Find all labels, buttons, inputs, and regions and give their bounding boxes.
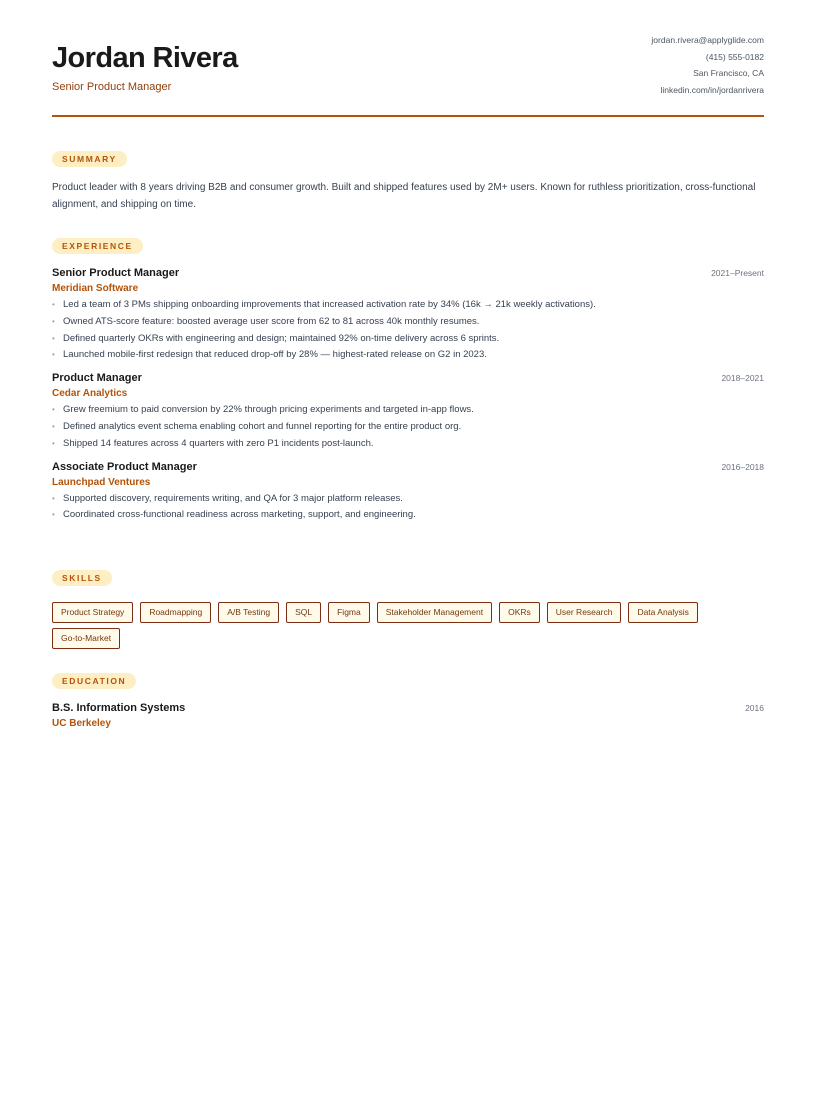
skill-tag: Go-to-Market	[52, 628, 120, 649]
bullet-item: • Defined analytics event schema enabling cohort and funnel reporting for the entire product org.	[52, 419, 764, 436]
job-bullets	[52, 491, 764, 525]
job-title: Associate Product Manager	[52, 460, 197, 473]
school: UC Berkeley	[52, 718, 111, 729]
skill-tag: Roadmapping	[140, 602, 211, 623]
job-entry	[52, 372, 764, 452]
summary-section	[52, 149, 764, 213]
skill-tag: Data Analysis	[628, 602, 698, 623]
job-dates: 2018–2021	[721, 373, 764, 384]
skill-tag: OKRs	[499, 602, 540, 623]
education-section	[52, 671, 764, 729]
job-dates: 2021–Present	[711, 268, 764, 278]
contact-linkedin: linkedin.com/in/jordanrivera	[660, 85, 764, 96]
job-company: Meridian Software	[52, 283, 139, 294]
candidate-name: Jordan Rivera	[52, 42, 238, 74]
bullet-item: • Grew freemium to paid conversion by 22% through pricing experiments and targeted in-app flows.	[52, 402, 764, 419]
experience-section	[52, 236, 764, 524]
job-bullets	[52, 402, 764, 452]
resume-page	[52, 0, 764, 729]
section-heading-education: EDUCATION	[52, 673, 136, 689]
section-heading-experience: EXPERIENCE	[52, 238, 143, 254]
skill-tag: Stakeholder Management	[377, 602, 492, 623]
skill-tag: A/B Testing	[218, 602, 279, 623]
job-title: Senior Product Manager	[52, 267, 180, 279]
bullet-item: • Led a team of 3 PMs shipping onboarding improvements that increased activation rate by 34% (16k → 21k weekly activations).	[52, 297, 764, 314]
section-heading-summary: SUMMARY	[52, 151, 127, 167]
bullet-item: • Coordinated cross-functional readiness across marketing, support, and engineering.	[52, 507, 764, 524]
job-entry	[52, 267, 764, 364]
skill-tag: Figma	[328, 602, 370, 623]
contact-phone: (415) 555-0182	[705, 51, 764, 62]
skill-tag: User Research	[547, 602, 622, 623]
contact-email: jordan.rivera@applyglide.com	[651, 35, 764, 45]
skills-list	[52, 602, 764, 649]
summary-text: Product leader with 8 years driving B2B and consumer growth. Built and shipped features used by 2M+ users. Known for ruthless prioritization, cross-functional alignment, and shipping on time.	[52, 182, 756, 210]
section-heading-skills: SKILLS	[52, 570, 112, 586]
bullet-item: • Supported discovery, requirements writing, and QA for 3 major platform releases.	[52, 491, 764, 508]
contact-location: San Francisco, CA	[693, 68, 764, 79]
job-title: Product Manager	[52, 372, 142, 385]
bullet-item: • Launched mobile-first redesign that reduced drop-off by 28% — highest-rated release on G2 in 2023.	[52, 347, 764, 364]
job-entry	[52, 461, 764, 525]
job-dates: 2016–2018	[721, 461, 764, 472]
bullet-item: • Shipped 14 features across 4 quarters with zero P1 incidents post-launch.	[52, 436, 764, 453]
education-entry	[52, 702, 764, 729]
skill-tag: SQL	[286, 602, 321, 623]
degree: B.S. Information Systems	[52, 702, 186, 714]
skills-section	[52, 568, 764, 649]
graduation-year: 2016	[745, 703, 764, 713]
skill-tag: Product Strategy	[52, 602, 133, 623]
resume-header	[52, 0, 764, 117]
job-company: Cedar Analytics	[52, 388, 128, 400]
job-bullets	[52, 297, 764, 364]
bullet-item: • Owned ATS-score feature: boosted average user score from 62 to 81 across 40k monthly resumes.	[52, 314, 764, 331]
bullet-item: • Defined quarterly OKRs with engineering and design; maintained 92% on-time delivery across 6 sprints.	[52, 331, 764, 348]
candidate-title: Senior Product Manager	[52, 81, 172, 93]
job-company: Launchpad Ventures	[52, 476, 151, 488]
contact-block	[651, 32, 764, 99]
